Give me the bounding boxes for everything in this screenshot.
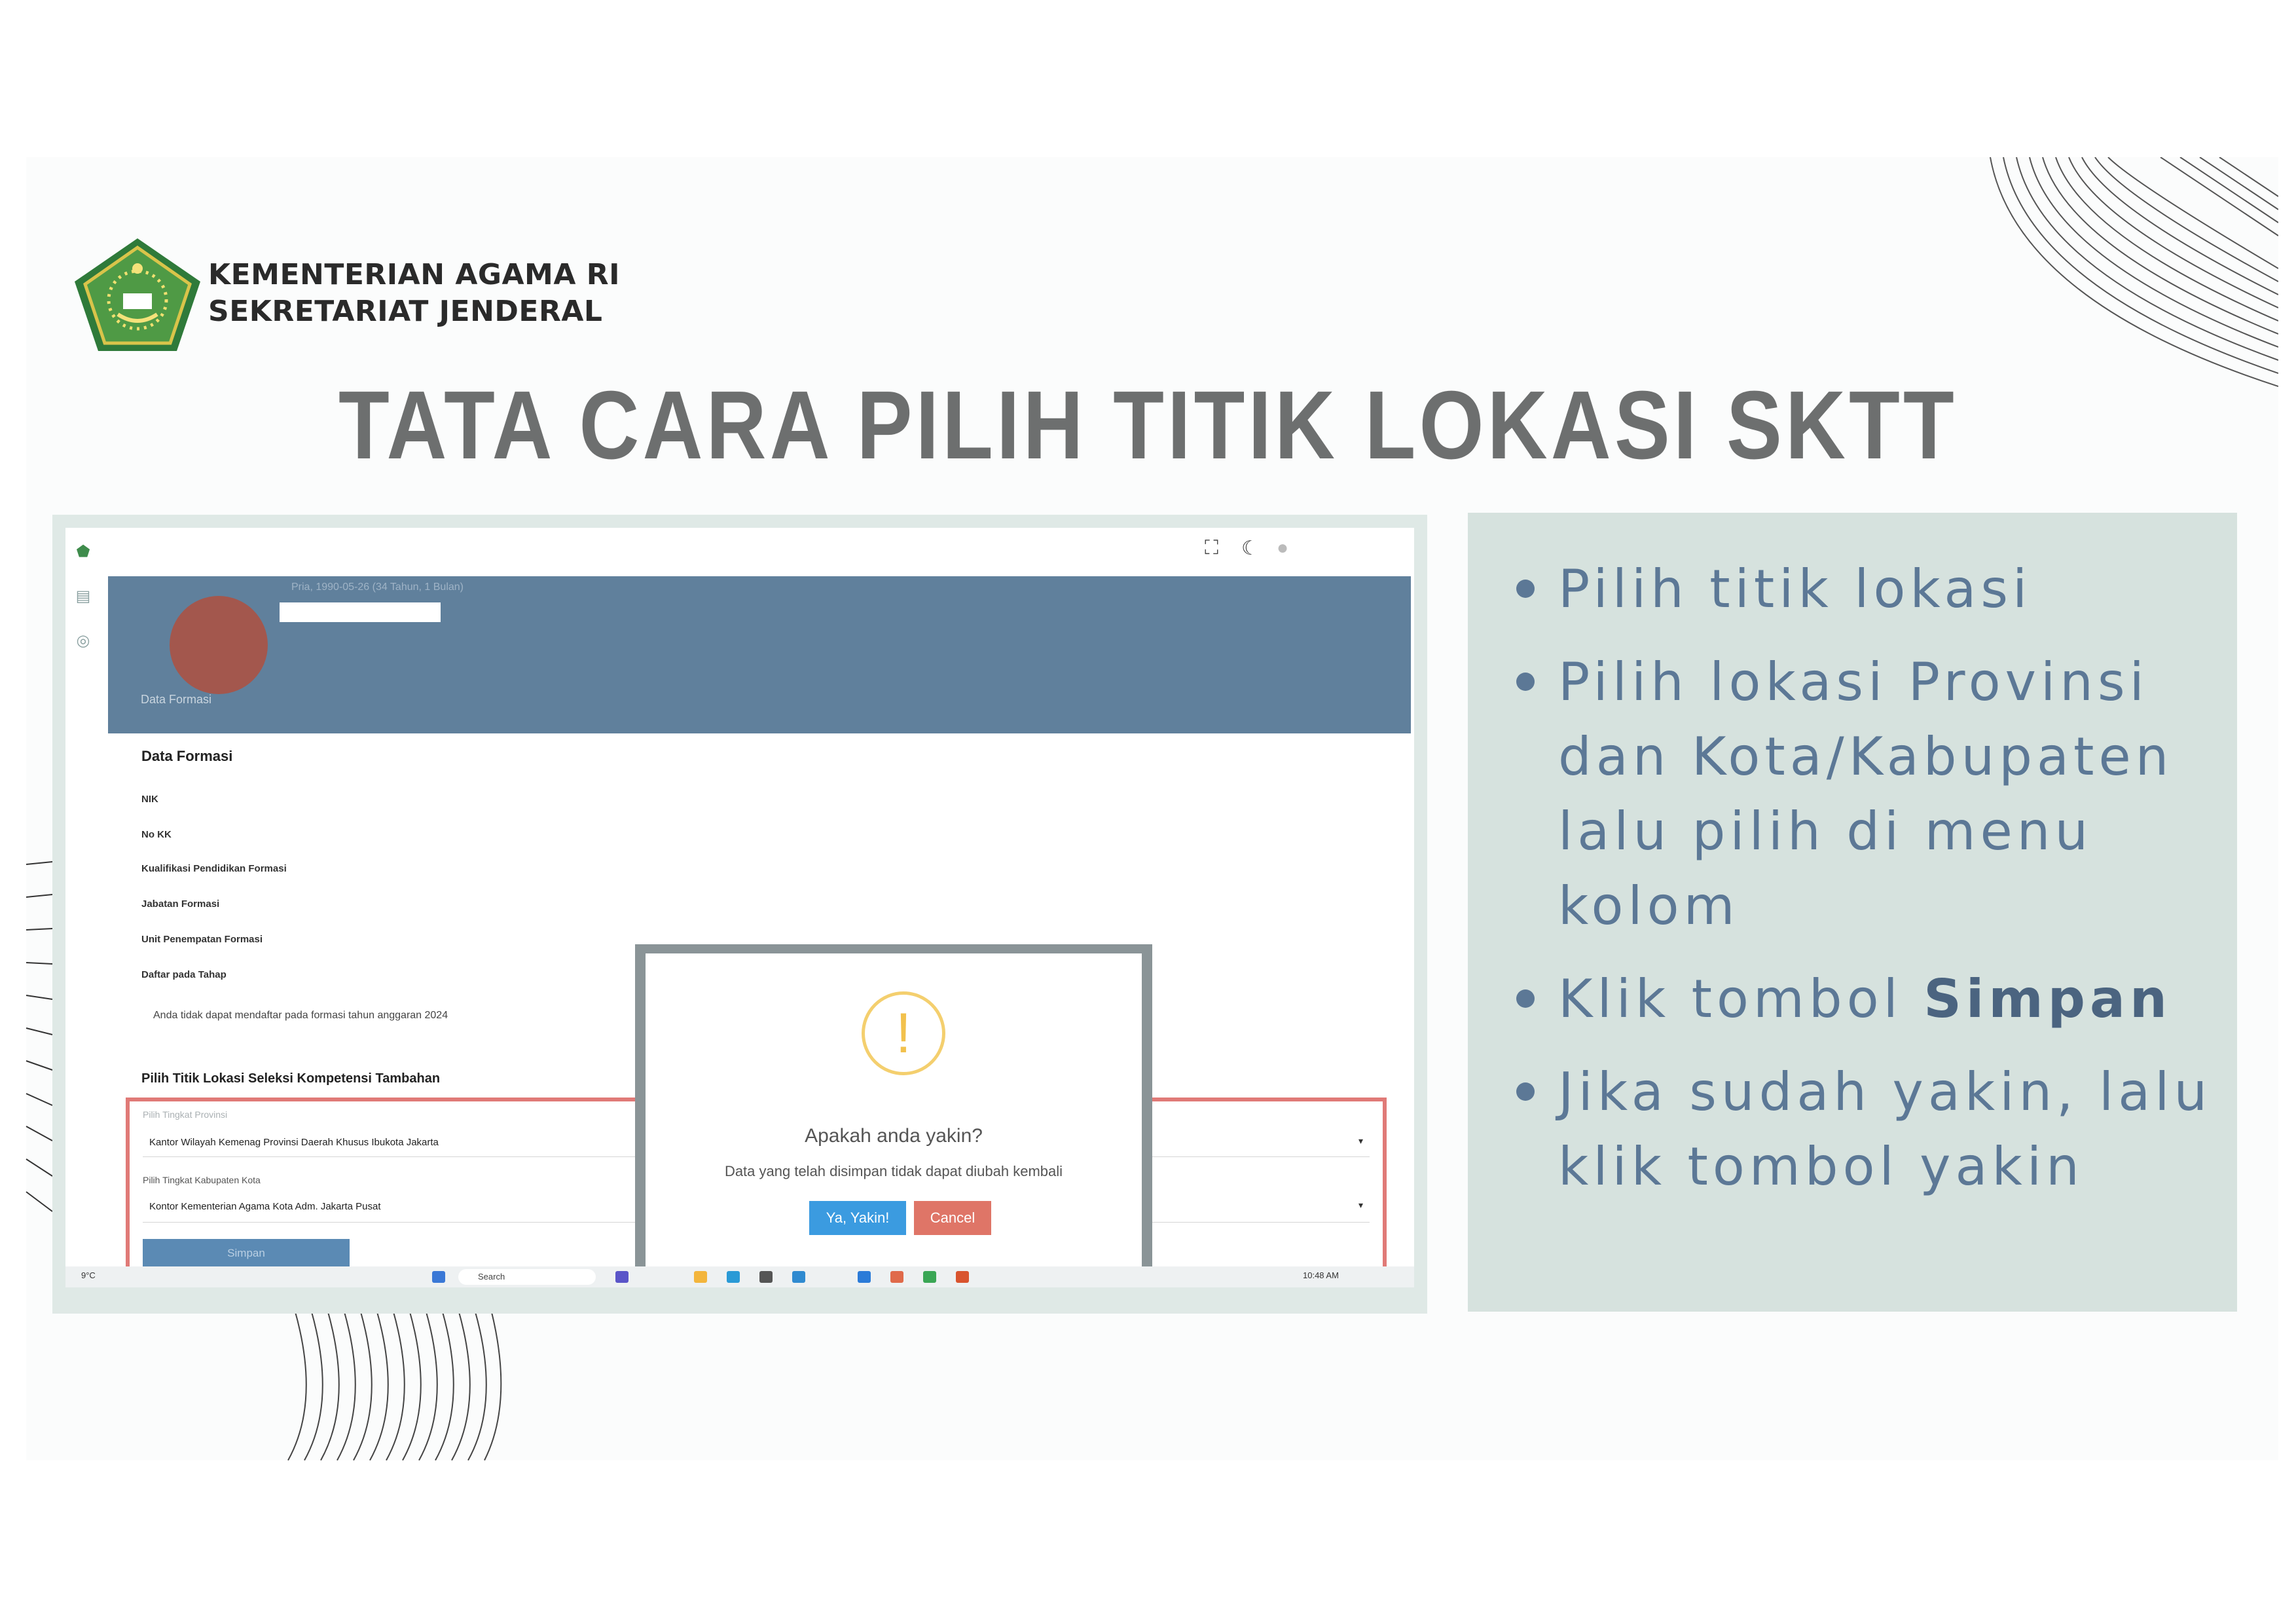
label-kualifikasi: Kualifikasi Pendidikan Formasi	[141, 863, 287, 874]
edge-icon[interactable]	[727, 1271, 740, 1283]
app-topbar	[105, 528, 1414, 576]
app-icon[interactable]	[615, 1271, 629, 1283]
confirm-button[interactable]: Ya, Yakin!	[809, 1201, 906, 1235]
instruction-text: Pilih lokasi Provinsi dan Kota/Kabupaten lalu pilih di menu kolom	[1558, 652, 2174, 936]
tab-data-formasi[interactable]: Data Formasi	[141, 693, 212, 706]
app-sidebar	[65, 528, 105, 1287]
label-no-kk: No KK	[141, 829, 172, 840]
profile-info: Pria, 1990-05-26 (34 Tahun, 1 Bulan)	[291, 581, 464, 593]
warning-icon: !	[862, 991, 945, 1075]
windows-taskbar	[65, 1266, 1414, 1287]
chrome-icon[interactable]	[890, 1271, 903, 1283]
windows-start-icon[interactable]	[432, 1271, 445, 1283]
city-label: Pilih Tingkat Kabupaten Kota	[143, 1175, 261, 1185]
app-screenshot	[65, 528, 1414, 1287]
dialog-message: Data yang telah disimpan tidak dapat diubah kembali	[724, 1163, 1063, 1179]
app-icon[interactable]	[923, 1271, 936, 1283]
org-line-1: KEMENTERIAN AGAMA RI	[208, 258, 620, 291]
profile-banner	[108, 576, 1411, 733]
app-icon[interactable]	[792, 1271, 805, 1283]
instruction-panel	[1468, 513, 2237, 1312]
bullet-icon	[1516, 989, 1535, 1008]
dialog-title: Apakah anda yakin?	[805, 1125, 983, 1147]
location-section-title: Pilih Titik Lokasi Seleksi Kompetensi Tambahan	[141, 1071, 441, 1086]
instruction-text: Jika sudah yakin, lalu klik tombol yakin	[1558, 1061, 2212, 1197]
instruction-item	[1512, 645, 2226, 944]
save-button[interactable]: Simpan	[143, 1239, 350, 1268]
instruction-item	[1512, 552, 2226, 627]
help-icon[interactable]: ◎	[76, 632, 90, 650]
label-daftar-tahap: Daftar pada Tahap	[141, 969, 227, 980]
instruction-text: Klik tombol	[1558, 969, 1924, 1029]
kemenag-logo-icon	[72, 236, 203, 354]
logo-icon[interactable]: ⬟	[76, 543, 90, 561]
user-icon[interactable]: ●	[1277, 537, 1289, 559]
fullscreen-icon[interactable]: ⛶	[1205, 537, 1218, 559]
label-unit-penempatan: Unit Penempatan Formasi	[141, 934, 263, 945]
taskbar-search[interactable]: Search	[458, 1269, 596, 1285]
label-jabatan: Jabatan Formasi	[141, 898, 220, 910]
cancel-button[interactable]: Cancel	[914, 1201, 991, 1235]
label-nik: NIK	[141, 794, 158, 805]
org-line-2: SEKRETARIAT JENDERAL	[208, 295, 603, 328]
document-icon[interactable]: ▤	[75, 587, 91, 605]
organization-name	[208, 257, 620, 330]
chevron-down-icon[interactable]: ▾	[1358, 1200, 1363, 1210]
bullet-icon	[1516, 673, 1535, 691]
moon-icon[interactable]: ☾	[1241, 538, 1259, 559]
instruction-item	[1512, 1055, 2226, 1204]
instruction-list	[1512, 552, 2226, 1223]
city-select[interactable]: Kontor Kementerian Agama Kota Adm. Jakarta Pusat	[149, 1201, 381, 1212]
confirm-dialog	[646, 953, 1142, 1266]
avatar	[170, 596, 268, 694]
province-select[interactable]: Kantor Wilayah Kemenag Provinsi Daerah Khusus Ibukota Jakarta	[149, 1137, 439, 1148]
card-title: Data Formasi	[141, 748, 233, 764]
province-label: Pilih Tingkat Provinsi	[143, 1109, 228, 1120]
decorative-lines	[282, 1310, 517, 1467]
folder-icon[interactable]	[694, 1271, 707, 1283]
data-formasi-card	[118, 733, 1394, 1283]
chevron-down-icon[interactable]: ▾	[1358, 1135, 1363, 1146]
instruction-bold-text: Simpan	[1923, 969, 2172, 1029]
registration-note: Anda tidak dapat mendaftar pada formasi tahun anggaran 2024	[153, 1010, 448, 1021]
decorative-arcs	[1964, 157, 2278, 406]
bullet-icon	[1516, 1082, 1535, 1101]
app-icon[interactable]	[858, 1271, 871, 1283]
page-title: TATA CARA PILIH TITIK LOKASI SKTT	[338, 371, 1958, 479]
profile-name-box	[280, 602, 441, 622]
instruction-item	[1512, 962, 2226, 1037]
bullet-icon	[1516, 580, 1535, 598]
app-icon[interactable]	[956, 1271, 969, 1283]
instruction-text: Pilih titik lokasi	[1558, 559, 2032, 619]
taskbar-clock: 10:48 AM	[1303, 1270, 1339, 1280]
app-icon[interactable]	[759, 1271, 773, 1283]
weather-widget[interactable]: 9°C	[81, 1270, 96, 1280]
